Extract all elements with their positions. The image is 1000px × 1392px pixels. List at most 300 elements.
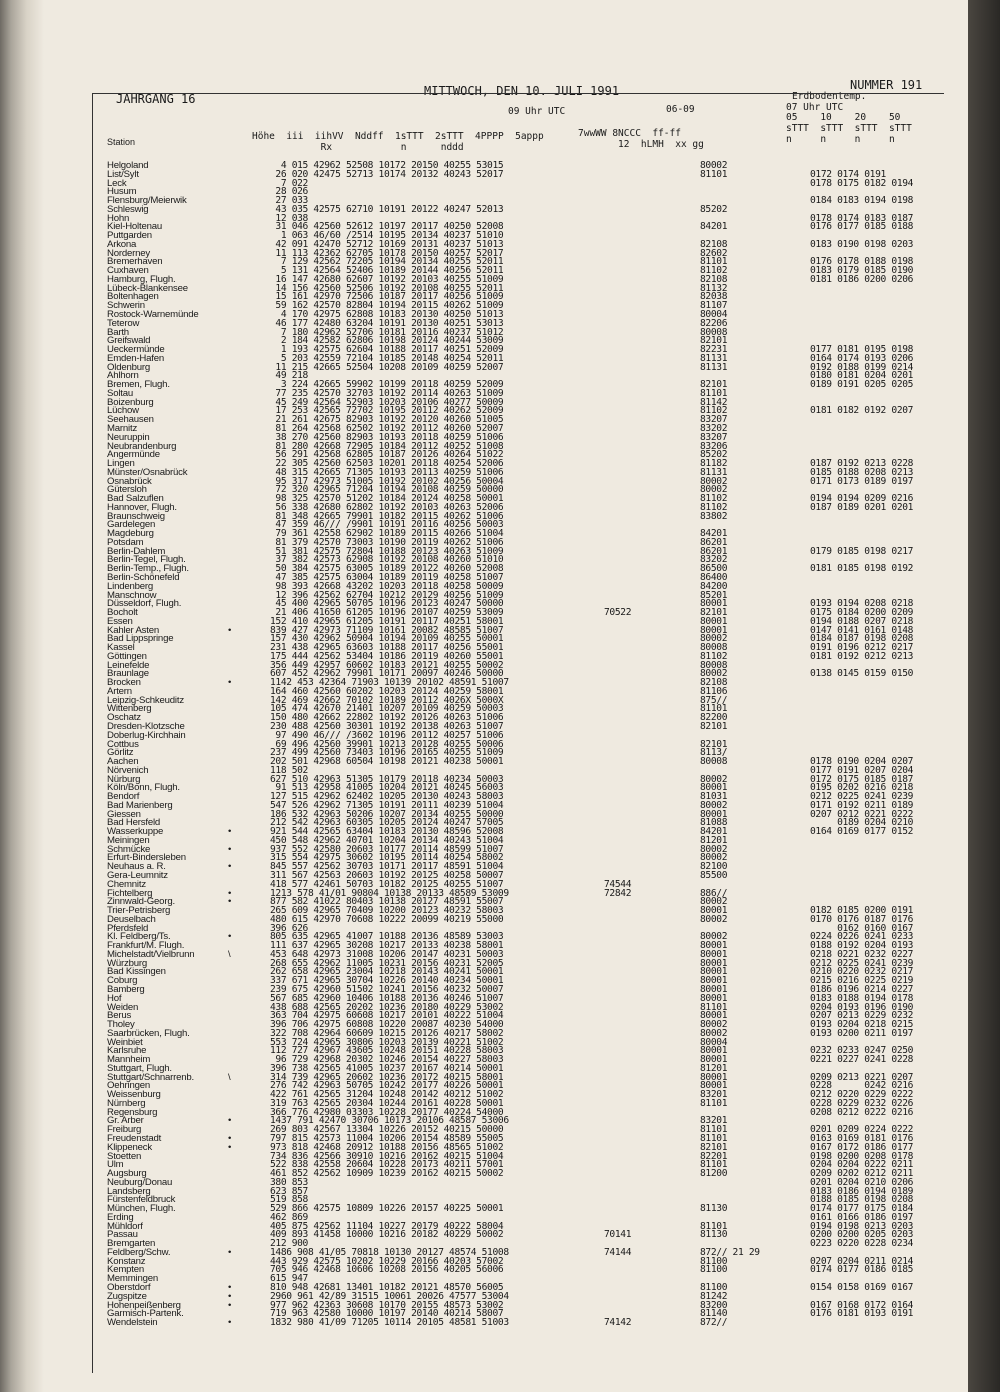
group-code: 85202	[700, 449, 728, 461]
col-erd-1: sTTT sTTT sTTT sTTT	[786, 123, 912, 134]
synop-code: 2960 961 42/89 31515 10061 20026 47577 53004	[270, 1290, 509, 1302]
synop-code: 268 655 42962 11005 10231 20156 40231 52005	[270, 957, 504, 969]
synop-code: 21 261 42675 82903 10192 20120 40260 51005	[270, 414, 504, 426]
station-name: Teterow	[107, 317, 140, 329]
table-row	[92, 862, 944, 871]
station-name: Freudenstadt	[107, 1132, 162, 1144]
station-name: Feldberg/Schw.	[107, 1246, 171, 1258]
synop-code: 22 305 42560 62503 10201 20118 40254 52006	[270, 458, 504, 470]
station-name: Görlitz	[107, 747, 134, 759]
synop-code: 11 215 42665 52504 10208 20109 40259 52007	[270, 361, 504, 373]
station-name: Nörvenich	[107, 764, 149, 776]
synop-code: 98 393 42668 43202 10203 20118 40258 50009	[270, 580, 504, 592]
soil-temperature: 0167 0168 0172 0164	[810, 1299, 914, 1311]
station-name: Helgoland	[107, 160, 149, 171]
synop-code: 363 704 42975 60608 10217 20101 40222 51004	[270, 1010, 504, 1022]
synop-code: 797 815 42573 11004 10206 20154 48589 55005	[270, 1132, 504, 1144]
station-name: Ueckermünde	[107, 344, 165, 356]
synop-code: 262 658 42965 23004 10218 20143 40241 50001	[270, 966, 504, 978]
station-name: Puttgarden	[107, 230, 152, 242]
time-main: 09 Uhr UTC	[508, 106, 566, 117]
soil-temperature: 0180 0181 0204 0201	[810, 370, 914, 382]
station-name: Potsdam	[107, 536, 144, 548]
group-code: 80001	[700, 782, 728, 794]
station-name: Hannover, Flugh.	[107, 501, 177, 513]
synop-code: 105 474 42670 21401 10207 20109 40259 50003	[270, 703, 504, 715]
group-code: 81140	[700, 1308, 728, 1320]
synop-code: 77 235 42570 32703 10192 20114 40263 51009	[270, 387, 504, 399]
station-name: Fichtelberg	[107, 887, 153, 899]
mountain-marker: •	[228, 1290, 232, 1302]
synop-code: 529 866 42575 10809 10226 20157 40225 50001	[270, 1203, 504, 1215]
station-name: Braunlage	[107, 668, 149, 680]
synop-code: 1 193 42575 62604 10188 20117 40251 52009	[270, 344, 504, 356]
station-name: Stuttgart/Schnarrenb.	[107, 1071, 194, 1083]
group-code: 81101	[700, 1124, 728, 1136]
synop-code: 79 361 42558 62902 10189 20115 40266 51004	[270, 528, 504, 540]
group-code: 80001	[700, 598, 728, 610]
table-row	[92, 722, 944, 731]
station-name: Memmingen	[107, 1273, 158, 1285]
soil-temperature: 0195 0202 0216 0218	[810, 782, 914, 794]
synop-code: 627 510 42963 51305 10179 20118 40234 50003	[270, 773, 504, 785]
station-name: Braunschweig	[107, 510, 165, 522]
synop-code: 615 947	[270, 1273, 308, 1285]
station-name: Freiburg	[107, 1124, 142, 1136]
soil-temperature: 0176 0178 0188 0198	[810, 256, 914, 268]
group-code: 80001	[700, 940, 728, 952]
table-row	[92, 871, 944, 880]
synop-code: 877 582 41022 80403 10138 20127 48591 55007	[270, 896, 504, 908]
synop-code: 56 338 42680 62802 10192 20103 40263 52006	[270, 501, 504, 513]
soil-temperature: 0164 0174 0193 0206	[810, 352, 914, 364]
group-code: 81131	[700, 466, 728, 478]
station-name: Saarbrücken, Flugh.	[107, 1027, 190, 1039]
soil-temperature: 0178 0174 0183 0187	[810, 212, 914, 224]
group-code: 81131	[700, 352, 728, 364]
station-name: Lüchow	[107, 405, 139, 417]
synop-code: 553 724 42965 30806 10203 20139 40221 51002	[270, 1036, 504, 1048]
synop-code: 21 406 41650 61205 10196 20107 40259 53009	[270, 607, 504, 619]
synop-code: 164 460 42560 60202 10203 20124 40259 58001	[270, 685, 504, 697]
station-name: Bad Hersfeld	[107, 817, 161, 829]
table-row	[92, 275, 944, 284]
group-code: 82231	[700, 344, 728, 356]
synop-code: 450 548 42962 40701 10204 20134 40243 51004	[270, 834, 504, 846]
soil-temperature: 0182 0185 0200 0191	[810, 905, 914, 917]
group-code: 81101	[700, 256, 728, 268]
group-code: 81101	[700, 1220, 728, 1232]
station-name: Cottbus	[107, 738, 139, 750]
soil-temperature: 0194 0194 0209 0216	[810, 493, 914, 505]
soil-temperature: 0177 0191 0207 0204	[810, 764, 914, 776]
synop-code: 3 224 42665 59902 10199 20118 40259 52009	[270, 379, 504, 391]
soil-temperature: 0198 0200 0208 0178	[810, 1150, 914, 1162]
station-name: Stuttgart, Flugh.	[107, 1062, 172, 1074]
station-name: Bad Salzuflen	[107, 493, 164, 505]
synop-code: 95 317 42973 51005 10192 20102 40256 50004	[270, 475, 504, 487]
station-name: Arkona	[107, 238, 137, 250]
soil-temperature: 0208 0212 0222 0216	[810, 1106, 914, 1118]
station-name: Köln/Bonn, Flugh.	[107, 782, 180, 794]
synop-code: 443 929 42575 10202 10229 20166 40203 57002	[270, 1255, 504, 1267]
group-code: 80002	[700, 160, 728, 171]
table-row	[92, 301, 944, 310]
soil-temperature: 0188 0192 0204 0193	[810, 940, 914, 952]
table-row	[92, 222, 944, 231]
group-code: 81102	[700, 650, 728, 662]
soil-temperature: 0183 0188 0194 0178	[810, 992, 914, 1004]
table-row	[92, 853, 944, 862]
station-name: Karlsruhe	[107, 1045, 147, 1057]
synop-code: 422 761 42565 31204 10248 20142 40212 51002	[270, 1089, 504, 1101]
table-row	[92, 389, 944, 398]
group-code: 81102	[700, 493, 728, 505]
synop-code: 150 480 42662 22802 10192 20126 40263 51006	[270, 712, 504, 724]
group-code: 80002	[700, 773, 728, 785]
synop-code: 973 818 42468 20912 10188 20156 48565 51002	[270, 1141, 504, 1153]
table-row	[92, 678, 944, 687]
station-name: Brocken	[107, 677, 141, 689]
page-content	[92, 0, 944, 1392]
group-code: 80002	[700, 852, 728, 864]
weather-code: 74142	[604, 1317, 632, 1329]
group-code: 81242	[700, 1290, 728, 1302]
station-name: Düsseldorf, Flugh.	[107, 598, 182, 610]
synop-code: 43 035 42575 62710 10191 20122 40247 52013	[270, 203, 504, 215]
group-code: 80008	[700, 326, 728, 338]
synop-code: 311 567 42563 20603 10192 20125 40258 50007	[270, 870, 504, 882]
table-row	[92, 687, 944, 696]
soil-temperature: 0183 0190 0198 0203	[810, 238, 914, 250]
soil-temperature: 0228 0229 0232 0226	[810, 1097, 914, 1109]
synop-code: 396 706 42975 60808 10220 20087 40230 54000	[270, 1019, 504, 1031]
soil-temperature: 0221 0227 0241 0228	[810, 1054, 914, 1066]
table-row	[92, 284, 944, 293]
group-code: 83202	[700, 554, 728, 566]
station-name: Oberstdorf	[107, 1282, 151, 1293]
station-name: Fürstenfeldbruck	[107, 1194, 176, 1206]
col-erd-2: n n n n	[786, 134, 895, 145]
synop-code: 269 803 42567 13304 10226 20152 40215 50000	[270, 1124, 504, 1136]
group-code: 80001	[700, 905, 728, 917]
soil-temperature: 0189 0191 0205 0205	[810, 379, 914, 391]
group-code: 80002	[700, 1019, 728, 1031]
group-code: 80002	[700, 913, 728, 925]
group-code: 80004	[700, 309, 728, 321]
soil-temperature: 0209 0202 0212 0211	[810, 1168, 914, 1180]
group-code: 83202	[700, 422, 728, 434]
nummer: NUMMER 191	[850, 78, 923, 92]
synop-code: 127 515 42962 62402 10205 20130 40243 58003	[270, 791, 504, 803]
soil-temperature: 0215 0216 0225 0219	[810, 975, 914, 987]
mountain-marker: •	[228, 843, 232, 855]
group-code: 85500	[700, 870, 728, 882]
station-name: Bamberg	[107, 983, 145, 995]
station-name: Wittenberg	[107, 703, 152, 715]
synop-code: 11 113 42362 62705 10178 20150 40257 52017	[270, 247, 504, 259]
synop-code: 231 438 42965 63603 10188 20117 40256 55001	[270, 642, 504, 654]
soil-temperature: 0174 0177 0175 0184	[810, 1203, 914, 1215]
synop-code: 91 513 42958 41005 10204 20121 40245 56003	[270, 782, 504, 794]
synop-code: 5 131 42564 52406 10189 20144 40256 52011	[270, 265, 504, 277]
col-ww-1: 7wwWW 8NCCC ff-ff	[578, 128, 681, 139]
synop-code: 186 532 42963 50206 10207 20134 40255 50000	[270, 808, 504, 820]
mountain-marker: •	[228, 861, 232, 873]
soil-temperature: 0210 0220 0232 0217	[810, 966, 914, 978]
mountain-marker: •	[228, 896, 232, 908]
synop-code: 462 869	[270, 1211, 308, 1223]
synop-code: 51 381 42575 72804 10188 20123 40263 51009	[270, 545, 504, 557]
group-code: 81100	[700, 1255, 728, 1267]
group-code: 80001	[700, 1010, 728, 1022]
synop-code: 152 410 42965 61205 10191 20117 40251 58001	[270, 615, 504, 627]
station-name: Rostock-Warnemünde	[107, 309, 199, 321]
synop-code: 1486 908 41/05 70818 10130 20127 48574 51008	[270, 1246, 509, 1258]
soil-temperature: 0192 0188 0199 0214	[810, 361, 914, 373]
table-row	[92, 442, 944, 451]
soil-temperature: 0162 0160 0167	[810, 922, 914, 934]
table-row	[92, 433, 944, 442]
station-name: Weiden	[107, 1001, 139, 1013]
soil-temperature: 0178 0175 0182 0194	[810, 177, 914, 189]
table-row	[92, 415, 944, 424]
station-name: Neuruppin	[107, 431, 150, 443]
table-row	[92, 477, 944, 486]
synop-code: 380 853	[270, 1176, 308, 1188]
station-name: Ahlhorn	[107, 370, 139, 382]
synop-code: 16 147 42680 62607 10192 20103 40255 51009	[270, 273, 504, 285]
synop-code: 4 015 42962 52508 10172 20150 40255 53015	[270, 160, 504, 171]
soil-temperature: 0167 0172 0186 0177	[810, 1141, 914, 1153]
synop-code: 734 836 42566 30910 10216 20162 40215 51004	[270, 1150, 504, 1162]
weather-code: 72842	[604, 887, 632, 899]
group-code: 83206	[700, 440, 728, 452]
group-code: 82108	[700, 238, 728, 250]
synop-code: 547 526 42962 71305 10191 20111 40239 51004	[270, 799, 504, 811]
table-row	[92, 1108, 944, 1117]
soil-temperature: 0200 0200 0205 0203	[810, 1229, 914, 1241]
synop-code: 239 675 42960 51502 10241 20156 40232 50007	[270, 983, 504, 995]
table-row	[92, 740, 944, 749]
mountain-marker: •	[228, 1282, 232, 1293]
table-row	[92, 310, 944, 319]
group-code: 86500	[700, 563, 728, 575]
group-code: 81088	[700, 817, 728, 829]
station-name: Schwerin	[107, 300, 145, 312]
station-name: Wendelstein	[107, 1317, 158, 1329]
group-code: 80001	[700, 1054, 728, 1066]
group-code: 80001	[700, 992, 728, 1004]
station-name: Bremen, Flugh.	[107, 379, 170, 391]
station-name: Münster/Osnabrück	[107, 466, 188, 478]
station-name: Neuhaus a. R.	[107, 861, 166, 873]
station-name: Hohenpeißenberg	[107, 1299, 181, 1311]
station-name: Bad Lippspringe	[107, 633, 174, 645]
weather-code: 74544	[604, 878, 632, 890]
soil-temperature: 0189 0204 0210	[810, 817, 914, 829]
table-row	[92, 836, 944, 845]
station-name: Hof	[107, 992, 122, 1004]
synop-code: 937 552 42580 20603 10177 20114 48599 51007	[270, 843, 504, 855]
soil-temperature: 0170 0176 0187 0176	[810, 913, 914, 925]
synop-code: 26 020 42475 52713 10174 20132 40243 52017	[270, 168, 504, 180]
group-code: 81132	[700, 282, 728, 294]
synop-code: 12 038	[270, 212, 308, 224]
station-name: Doberlug-Kirchhain	[107, 729, 186, 741]
soil-temperature: 0172 0175 0185 0187	[810, 773, 914, 785]
synop-code: 47 385 42575 63004 10189 20119 40258 51007	[270, 571, 504, 583]
soil-temperature: 0209 0213 0221 0207	[810, 1071, 914, 1083]
synop-code: 396 626	[270, 922, 308, 934]
synop-code: 81 379 42570 73003 10190 20119 40262 51006	[270, 536, 504, 548]
table-row	[92, 319, 944, 328]
station-name: Garmisch-Partenk.	[107, 1308, 184, 1320]
group-code: 83207	[700, 414, 728, 426]
station-name: Kempten	[107, 1264, 144, 1276]
soil-temperature: 0161 0166 0186 0197	[810, 1211, 914, 1223]
group-code: 82206	[700, 317, 728, 329]
table-row	[92, 1309, 944, 1318]
synop-code: 45 400 42965 50705 10196 20123 40247 50000	[270, 598, 504, 610]
soil-temperature: 0193 0200 0211 0197	[810, 1027, 914, 1039]
station-name: Cuxhaven	[107, 265, 149, 277]
station-name: Bad Marienberg	[107, 799, 173, 811]
synop-code: 28 026	[270, 186, 308, 198]
table-row	[92, 1283, 944, 1292]
book-edge	[968, 0, 1000, 1392]
group-code: 80001	[700, 1071, 728, 1083]
group-code: 83802	[700, 510, 728, 522]
synop-code: 4 170 42975 62808 10183 20130 40250 51013	[270, 309, 504, 321]
soil-temperature: 0154 0158 0169 0167	[810, 1282, 914, 1293]
station-name: Leck	[107, 177, 127, 189]
station-name: Erding	[107, 1211, 134, 1223]
synop-code: 265 609 42965 70409 10200 20123 40232 58003	[270, 905, 504, 917]
group-code: 80001	[700, 948, 728, 960]
weather-code: 70141	[604, 1229, 632, 1241]
station-name: Magdeburg	[107, 528, 154, 540]
synop-code: 623 857	[270, 1185, 308, 1197]
group-code: 86201	[700, 545, 728, 557]
station-name: Michelstadt/Vielbrunn	[107, 948, 195, 960]
synop-code: 56 291 42568 62805 10187 20126 40264 51022	[270, 449, 504, 461]
group-code: 82101	[700, 379, 728, 391]
group-code: 81201	[700, 1062, 728, 1074]
synop-code: 607 452 42962 79901 10171 20097 40246 50000	[270, 668, 504, 680]
soil-temperature: 0181 0182 0192 0207	[810, 405, 914, 417]
mountain-marker: •	[228, 1115, 232, 1127]
col-station: Station	[107, 137, 136, 147]
synop-code: 567 685 42960 10406 10188 20136 40246 51007	[270, 992, 504, 1004]
soil-temperature: 0177 0181 0195 0198	[810, 344, 914, 356]
group-code: 80001	[700, 966, 728, 978]
station-name: Barth	[107, 326, 129, 338]
group-code: 83201	[700, 1115, 728, 1127]
synop-code: 519 858	[270, 1194, 308, 1206]
soil-temperature: 0186 0196 0214 0227	[810, 983, 914, 995]
group-code: 80002	[700, 475, 728, 487]
synop-code: 175 444 42562 53404 10186 20119 40260 55001	[270, 650, 504, 662]
group-code: 82200	[700, 712, 728, 724]
synop-code: 97 490 46/// /3602 10196 20112 40257 51006	[270, 729, 504, 741]
station-name: Kassel	[107, 642, 135, 654]
group-code: 80002	[700, 633, 728, 645]
station-name: Dresden-Klotzsche	[107, 721, 185, 732]
soil-temperature: 0223 0220 0228 0234	[810, 1238, 914, 1250]
time-right: 07 Uhr UTC	[786, 102, 844, 113]
synop-code: 276 742 42963 50705 10242 20177 40226 50001	[270, 1080, 504, 1092]
station-name: Lindenberg	[107, 580, 154, 592]
table-row	[92, 731, 944, 740]
station-name: Pferdsfeld	[107, 922, 149, 934]
group-code: 81101	[700, 1132, 728, 1144]
station-name: Soltau	[107, 387, 134, 399]
table-row	[92, 196, 944, 205]
soil-temperature: 0138 0145 0159 0150	[810, 668, 914, 680]
synop-code: 142 469 42662 70102 10189 20112 4026X 5000X	[270, 694, 504, 706]
group-code: 82038	[700, 291, 728, 303]
group-code: 886//	[700, 887, 728, 899]
group-code: 81130	[700, 1203, 728, 1215]
synop-code: 461 852 42562 10909 10239 20162 40215 50002	[270, 1168, 504, 1180]
station-name: Erfurt-Bindersleben	[107, 852, 186, 864]
soil-temperature: 0176 0181 0193 0191	[810, 1308, 914, 1320]
synop-code: 522 838 42558 20604 10228 20173 40211 57001	[270, 1159, 504, 1171]
weather-code: 74144	[604, 1246, 632, 1258]
group-code: 84200	[700, 580, 728, 592]
group-code: 83200	[700, 1299, 728, 1311]
table-row	[92, 1239, 944, 1248]
soil-temperature: 0163 0169 0181 0176	[810, 1132, 914, 1144]
group-code: 81102	[700, 405, 728, 417]
group-code: 81200	[700, 1168, 728, 1180]
table-row	[92, 380, 944, 389]
synop-code: 2 184 42582 62806 10198 20124 40244 53009	[270, 335, 504, 347]
table-row	[92, 292, 944, 301]
synop-code: 42 091 42470 52712 10169 20131 40237 51013	[270, 238, 504, 250]
station-name: Göttingen	[107, 650, 147, 662]
station-name: Hamburg, Flugh.	[107, 273, 176, 285]
soil-temperature: 0212 0225 0241 0239	[810, 957, 914, 969]
synop-code: 49 218	[270, 370, 308, 382]
soil-temperature: 0171 0192 0211 0189	[810, 799, 914, 811]
soil-temperature: 0175 0184 0200 0209	[810, 607, 914, 619]
synop-code: 337 671 42965 30704 10226 20140 40234 50001	[270, 975, 504, 987]
station-name: Osnabrück	[107, 475, 152, 487]
table-row	[92, 704, 944, 713]
table-row	[92, 547, 944, 556]
synop-code: 405 875 42562 11104 10227 20179 40222 58004	[270, 1220, 504, 1232]
group-code: 85202	[700, 203, 728, 215]
soil-temperature: 0201 0209 0224 0222	[810, 1124, 914, 1136]
group-code: 84201	[700, 528, 728, 540]
station-name: Nürnberg	[107, 1097, 146, 1109]
station-name: Berlin-Temp., Flugh.	[107, 563, 189, 575]
station-name: Meiningen	[107, 834, 150, 846]
mountain-marker: •	[228, 1299, 232, 1311]
station-name: Emden-Hafen	[107, 352, 164, 364]
station-name: Mannheim	[107, 1054, 151, 1066]
mountain-marker: \	[228, 1071, 231, 1083]
synop-code: 1142 453 42364 71903 10139 20102 48591 51007	[270, 677, 509, 689]
station-name: Gera-Leumnitz	[107, 870, 168, 882]
table-row	[92, 1029, 944, 1038]
synop-code: 27 033	[270, 195, 308, 207]
mountain-marker: \	[228, 948, 231, 960]
station-name: Leipzig-Schkeuditz	[107, 694, 184, 706]
group-code: 81130	[700, 1229, 728, 1241]
